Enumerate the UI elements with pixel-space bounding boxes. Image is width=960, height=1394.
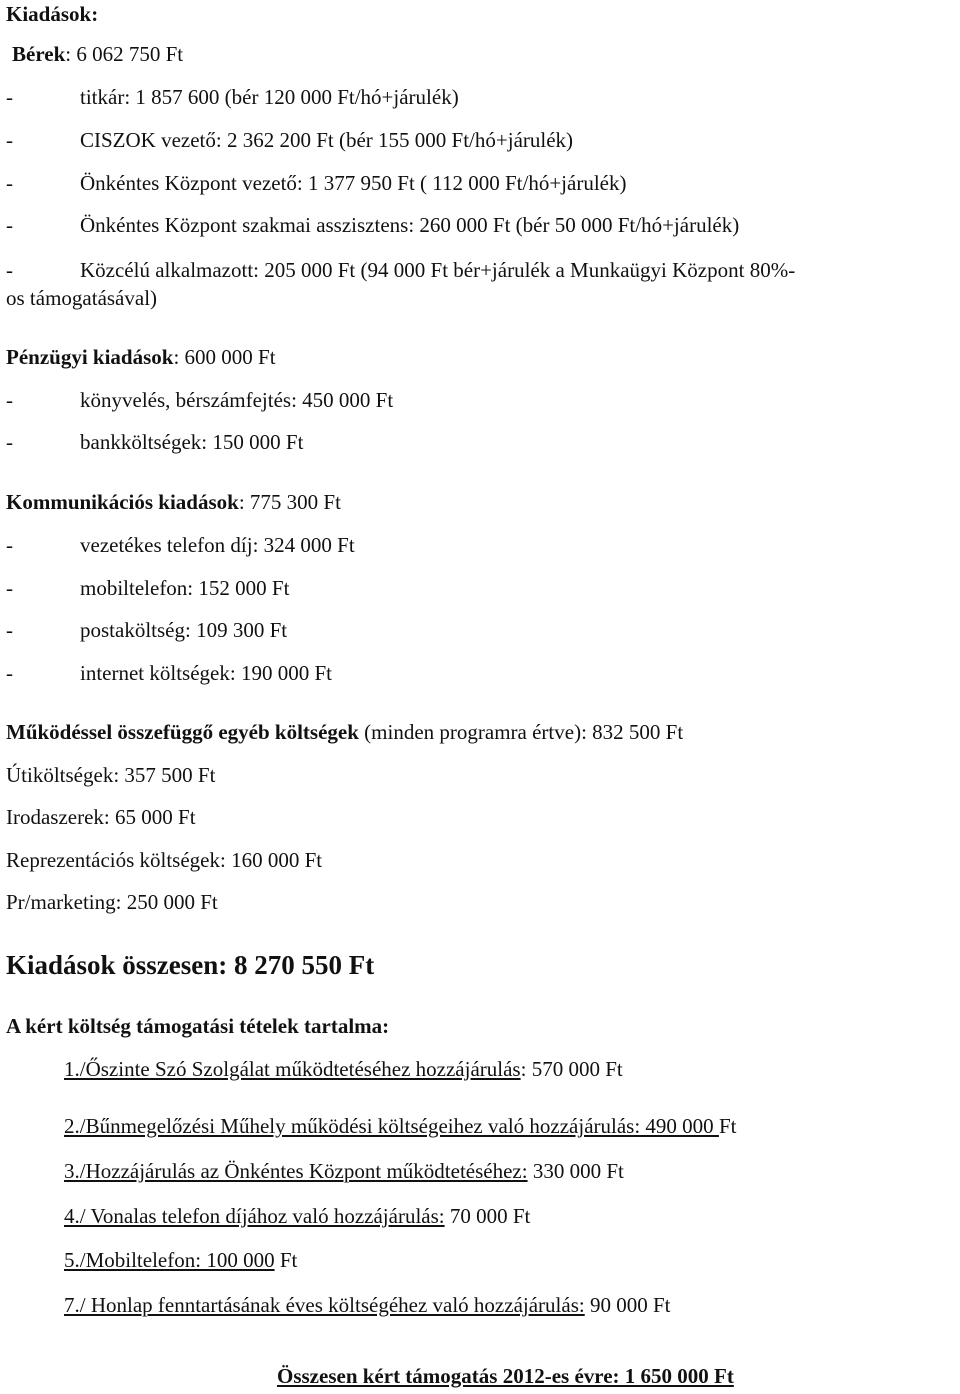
berek-item: CISZOK vezető: 2 362 200 Ft (bér 155 000 Ft/hó+járulék)	[80, 128, 574, 152]
bullet-dash: -	[6, 128, 13, 152]
bullet-dash: -	[6, 171, 13, 195]
kommunikacios-item: internet költségek: 190 000 Ft	[80, 661, 332, 685]
penzugyi-item: könyvelés, bérszámfejtés: 450 000 Ft	[80, 388, 394, 412]
bullet-dash: -	[6, 618, 13, 642]
support-item-title: 3./Hozzájárulás az Önkéntes Központ működtetéséhez:	[64, 1159, 528, 1183]
support-item-amount: 330 000 Ft	[527, 1159, 624, 1183]
support-item-title: 2./Bűnmegelőzési Műhely működési költségeihez való hozzájárulás: 490 000	[64, 1114, 719, 1138]
support-item	[64, 1204, 530, 1229]
support-item-amount: : 570 000 Ft	[520, 1057, 623, 1081]
document-heading: Kiadások:	[6, 2, 99, 26]
bullet-dash: -	[6, 661, 13, 685]
grand-total: Összesen kért támogatás 2012-es évre: 1 650 000 Ft	[277, 1364, 734, 1388]
berek-item: Közcélú alkalmazott: 205 000 Ft (94 000 Ft bér+járulék a Munkaügyi Központ 80%-	[80, 258, 796, 282]
section-mukodes	[6, 720, 683, 745]
support-item-amount: 90 000 Ft	[584, 1293, 671, 1317]
support-heading: A kért költség támogatási tételek tartalma:	[6, 1014, 390, 1038]
berek-item: Önkéntes Központ szakmai asszisztens: 260 000 Ft (bér 50 000 Ft/hó+járulék)	[80, 213, 740, 237]
section-mukodes-label: Működéssel összefüggő egyéb költségek	[6, 720, 359, 744]
kommunikacios-item: mobiltelefon: 152 000 Ft	[80, 576, 290, 600]
section-penzugyi	[6, 345, 276, 370]
section-mukodes-value: (minden programra értve): 832 500 Ft	[358, 720, 684, 744]
bullet-dash: -	[6, 258, 13, 282]
mukodes-line: Irodaszerek: 65 000 Ft	[6, 805, 196, 829]
berek-item: Önkéntes Központ vezető: 1 377 950 Ft ( 112 000 Ft/hó+járulék)	[80, 171, 627, 195]
support-item-title: 7./ Honlap fenntartásának éves költségéhez való hozzájárulás:	[64, 1293, 585, 1317]
berek-item-continuation: os támogatásával)	[6, 286, 158, 310]
mukodes-line: Pr/marketing: 250 000 Ft	[6, 890, 218, 914]
section-berek-label: Bérek	[12, 42, 66, 66]
bullet-dash: -	[6, 85, 13, 109]
section-kommunikacios-label: Kommunikációs kiadások	[6, 490, 239, 514]
mukodes-line: Útiköltségek: 357 500 Ft	[6, 763, 216, 787]
section-kommunikacios-value: : 775 300 Ft	[238, 490, 341, 514]
bullet-dash: -	[6, 388, 13, 412]
section-penzugyi-value: : 600 000 Ft	[173, 345, 276, 369]
support-item-title: 4./ Vonalas telefon díjához való hozzájárulás:	[64, 1204, 445, 1228]
kommunikacios-item: postaköltség: 109 300 Ft	[80, 618, 288, 642]
expenses-total: Kiadások összesen: 8 270 550 Ft	[6, 950, 375, 980]
support-item	[64, 1293, 670, 1318]
section-penzugyi-label: Pénzügyi kiadások	[6, 345, 174, 369]
support-item-title: 1./Őszinte Szó Szolgálat működtetéséhez hozzájárulás	[64, 1057, 521, 1081]
support-item-amount: Ft	[718, 1114, 737, 1138]
bullet-dash: -	[6, 430, 13, 454]
support-item-amount: 70 000 Ft	[444, 1204, 531, 1228]
section-berek-value: : 6 062 750 Ft	[65, 42, 184, 66]
support-item	[64, 1248, 297, 1273]
bullet-dash: -	[6, 576, 13, 600]
support-item	[64, 1057, 623, 1082]
kommunikacios-item: vezetékes telefon díj: 324 000 Ft	[80, 533, 355, 557]
support-item-title: 5./Mobiltelefon: 100 000	[64, 1248, 275, 1272]
bullet-dash: -	[6, 533, 13, 557]
section-berek	[12, 42, 183, 67]
bullet-dash: -	[6, 213, 13, 237]
berek-item: titkár: 1 857 600 (bér 120 000 Ft/hó+járulék)	[80, 85, 459, 109]
mukodes-line: Reprezentációs költségek: 160 000 Ft	[6, 848, 323, 872]
support-item	[64, 1159, 624, 1184]
support-item	[64, 1114, 736, 1139]
support-item-amount: Ft	[274, 1248, 298, 1272]
penzugyi-item: bankköltségek: 150 000 Ft	[80, 430, 304, 454]
section-kommunikacios	[6, 490, 341, 515]
